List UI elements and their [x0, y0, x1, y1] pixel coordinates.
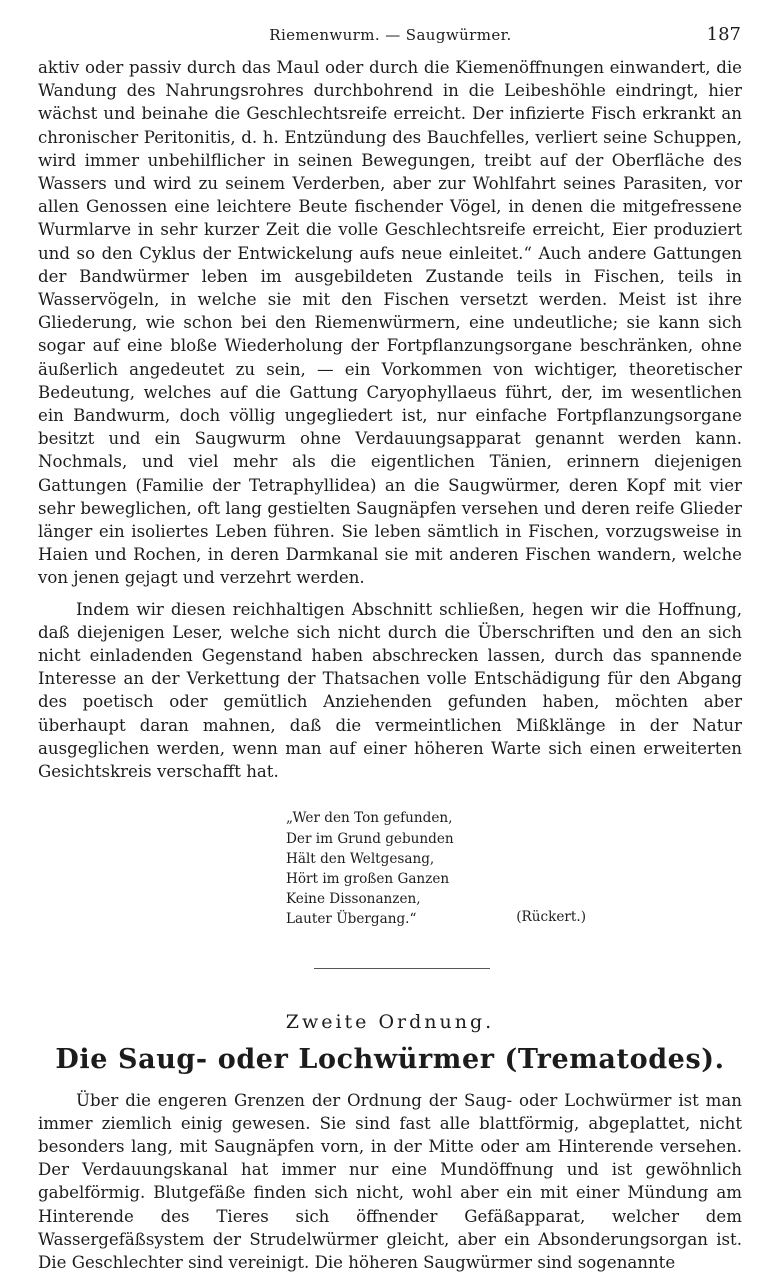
poem-line: Lauter Übergang.“ — [286, 911, 417, 928]
page-body — [38, 56, 742, 1274]
paragraph-closing: Indem wir diesen reichhaltigen Abschnitt schließen, hegen wir die Hoffnung, daß diejenigen Leser, welche sich nicht durch die Überschriften und den an sich nicht einladenden Gegenstand haben abschrecken lassen, durch das spannende Interesse an der Verkettung der Thatsachen volle Entschädigung für den Abgang des poetisch oder gemütlich Anziehenden gefunden haben, möchten aber überhaupt daran mahnen, daß die vermeintlichen Mißklänge in der Natur ausgeglichen werden, wenn man auf einer höheren Warte sich einen erweiterten Gesichtskreis verschafft hat. — [38, 599, 742, 782]
poem-line: Keine Dissonanzen, — [286, 891, 421, 908]
running-head: Riemenwurm. — Saugwürmer. — [269, 26, 512, 44]
section-divider — [314, 968, 490, 969]
paragraph-continuation: aktiv oder passiv durch das Maul oder durch die Kiemenöffnungen einwandert, die Wandung des Nahrungsrohres durchbohrend in die Leibeshöhle eindringt, hier wächst und beinahe die Geschlechtsreife erreicht. Der infizierte Fisch erkrankt an chronischer Peritonitis, d. h. Entzündung des Bauchfelles, verliert seine Schuppen, wird immer unbehilflicher in seinen Bewegungen, treibt auf der Oberfläche des Wassers und wird zu seinem Verderben, aber zur Wohlfahrt seines Parasiten, vor allen Genossen eine leichtere Beute fischender Vögel, in denen die mitgefressene Wurmlarve in sehr kurzer Zeit die volle Geschlechtsreife erreicht, Eier produziert und so den Cyklus der Entwickelung aufs neue einleitet.“ Auch andere Gattungen der Bandwürmer leben im ausgebildeten Zustande teils in Fischen, teils in Wasservögeln, in welche sie mit den Fischen versetzt werden. Meist ist ihre Gliederung, wie schon bei den Riemenwürmern, eine undeutliche; sie kann sich sogar auf eine bloße Wiederholung der Fortpflanzungsorgane beschränken, ohne äußerlich angedeutet zu sein, — ein Vorkommen von wichtiger, theoretischer Bedeutung, welches auf die Gattung Caryophyllaeus führt, der, im wesentlichen ein Bandwurm, doch völlig ungegliedert ist, nur einfache Fortpflanzungsorgane besitzt und ein Saugwurm ohne Verdauungsapparat genannt werden kann. Nochmals, und viel mehr als die eigentlichen Tänien, erinnern diejenigen Gattungen (Familie der Tetraphyllidea) an die Saugwürmer, deren Kopf mit vier sehr beweglichen, oft lang gestielten Saugnäpfen versehen und deren reife Glieder länger ein isoliertes Leben führen. Sie leben sämtlich in Fischen, vorzugsweise in Haien und Rochen, in deren Darmkanal sie mit anderen Fischen wandern, welche von jenen gejagt und verzehrt werden. — [38, 58, 742, 588]
paragraph-section-intro: Über die engeren Grenzen der Ordnung der Saug- oder Lochwürmer ist man immer ziemlich einig gewesen. Sie sind fast alle blattförmig, abgeplattet, nicht besonders lang, mit Saugnäpfen vorn, in der Mitte oder am Hinterende versehen. Der Verdauungskanal hat immer nur eine Mundöffnung und ist gewöhnlich gabelförmig. Blutgefäße finden sich nicht, wohl aber ein mit einer Mündung am Hinterende des Tieres sich öffnender Gefäßapparat, welcher dem Wassergefäßsystem der Strudelwürmer gleicht, aber ein Absonderungsorgan ist. Die Geschlechter sind vereinigt. Die höheren Saugwürmer sind sogenannte — [38, 1090, 742, 1272]
page-number: 187 — [706, 24, 741, 45]
poem-line: „Wer den Ton gefunden, — [286, 810, 453, 827]
page-header — [0, 24, 781, 50]
poem-line: Hält den Weltgesang, — [286, 850, 435, 867]
poem-line: Hört im großen Ganzen — [286, 870, 450, 887]
poem-quote — [286, 808, 586, 929]
poem-author: (Rückert.) — [516, 909, 586, 926]
section-title: Die Saug- oder Lochwürmer (Trematodes). — [55, 1043, 725, 1075]
poem-line: Der im Grund gebunden — [286, 830, 454, 847]
order-heading: Zweite Ordnung. — [285, 1010, 495, 1033]
